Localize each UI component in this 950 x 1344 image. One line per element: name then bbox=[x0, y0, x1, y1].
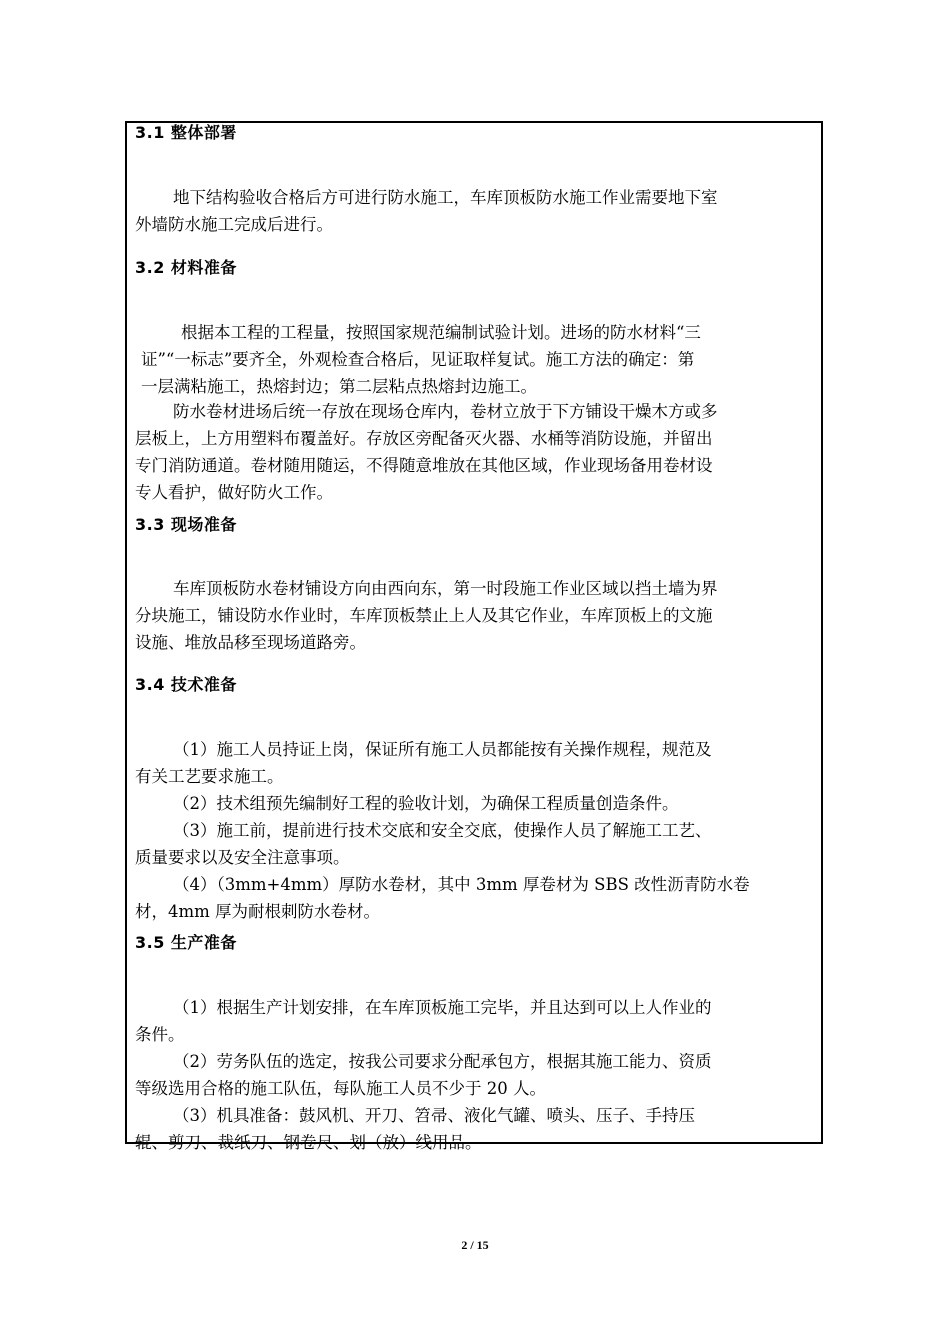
text-line: 设施、堆放品移至现场道路旁。 bbox=[135, 633, 366, 652]
text-line: 分块施工，铺设防水作业时，车库顶板禁止上人及其它作业，车库顶板上的文施 bbox=[135, 606, 713, 625]
text-line: （2）技术组预先编制好工程的验收计划，为确保工程质量创造条件。 bbox=[173, 794, 679, 813]
text-line: 等级选用合格的施工队伍，每队施工人员不少于 20 人。 bbox=[135, 1079, 546, 1098]
text-line: 地下结构验收合格后方可进行防水施工，车库顶板防水施工作业需要地下室 bbox=[173, 188, 718, 207]
text-line: 专门消防通道。卷材随用随运，不得随意堆放在其他区域，作业现场备用卷材设 bbox=[135, 456, 713, 475]
text-line: 防水卷材进场后统一存放在现场仓库内，卷材立放于下方铺设干燥木方或多 bbox=[173, 402, 718, 421]
text-line: 辊、剪刀、裁纸刀、钢卷尺、划（放）线用品。 bbox=[135, 1133, 482, 1152]
paragraph bbox=[135, 398, 815, 506]
text-line: 外墙防水施工完成后进行。 bbox=[135, 215, 333, 234]
text-line: （4）（3mm+4mm）厚防水卷材，其中 3mm 厚卷材为 SBS 改性沥青防水卷 bbox=[173, 875, 750, 894]
text-line: （1）施工人员持证上岗，保证所有施工人员都能按有关操作规程，规范及 bbox=[173, 740, 712, 759]
text-line: 层板上，上方用塑料布覆盖好。存放区旁配备灭火器、水桶等消防设施，并留出 bbox=[135, 429, 713, 448]
text-line: 专人看护，做好防火工作。 bbox=[135, 483, 333, 502]
text-line: 质量要求以及安全注意事项。 bbox=[135, 848, 350, 867]
page-number: 2 / 15 bbox=[461, 1238, 489, 1252]
section-heading-3-1: 3.1 整体部署 bbox=[135, 123, 237, 142]
section-heading-3-4: 3.4 技术准备 bbox=[135, 675, 237, 694]
section-heading-3-3: 3.3 现场准备 bbox=[135, 515, 237, 534]
text-line: 根据本工程的工程量，按照国家规范编制试验计划。进场的防水材料“三 bbox=[181, 323, 701, 342]
text-line: （1）根据生产计划安排，在车库顶板施工完毕，并且达到可以上人作业的 bbox=[173, 998, 712, 1017]
text-line: 车库顶板防水卷材铺设方向由西向东，第一时段施工作业区域以挡土墙为界 bbox=[173, 579, 718, 598]
text-line: 有关工艺要求施工。 bbox=[135, 767, 284, 786]
paragraph bbox=[135, 319, 815, 400]
text-line: 材，4mm 厚为耐根刺防水卷材。 bbox=[135, 902, 381, 921]
paragraph bbox=[135, 575, 815, 656]
section-heading-3-2: 3.2 材料准备 bbox=[135, 258, 237, 277]
paragraph bbox=[135, 184, 815, 238]
text-line: 一层满粘施工，热熔封边；第二层粘点热熔封边施工。 bbox=[141, 377, 537, 396]
paragraph bbox=[135, 736, 815, 925]
text-line: （2）劳务队伍的选定，按我公司要求分配承包方，根据其施工能力、资质 bbox=[173, 1052, 712, 1071]
section-heading-3-5: 3.5 生产准备 bbox=[135, 933, 237, 952]
text-line: 证”“一标志”要齐全，外观检查合格后，见证取样复试。施工方法的确定：第 bbox=[141, 350, 695, 369]
text-line: （3）施工前，提前进行技术交底和安全交底，使操作人员了解施工工艺、 bbox=[173, 821, 712, 840]
paragraph bbox=[135, 994, 815, 1156]
text-line: 条件。 bbox=[135, 1025, 185, 1044]
text-line: （3）机具准备：鼓风机、开刀、笤帚、液化气罐、喷头、压子、手持压 bbox=[173, 1106, 695, 1125]
